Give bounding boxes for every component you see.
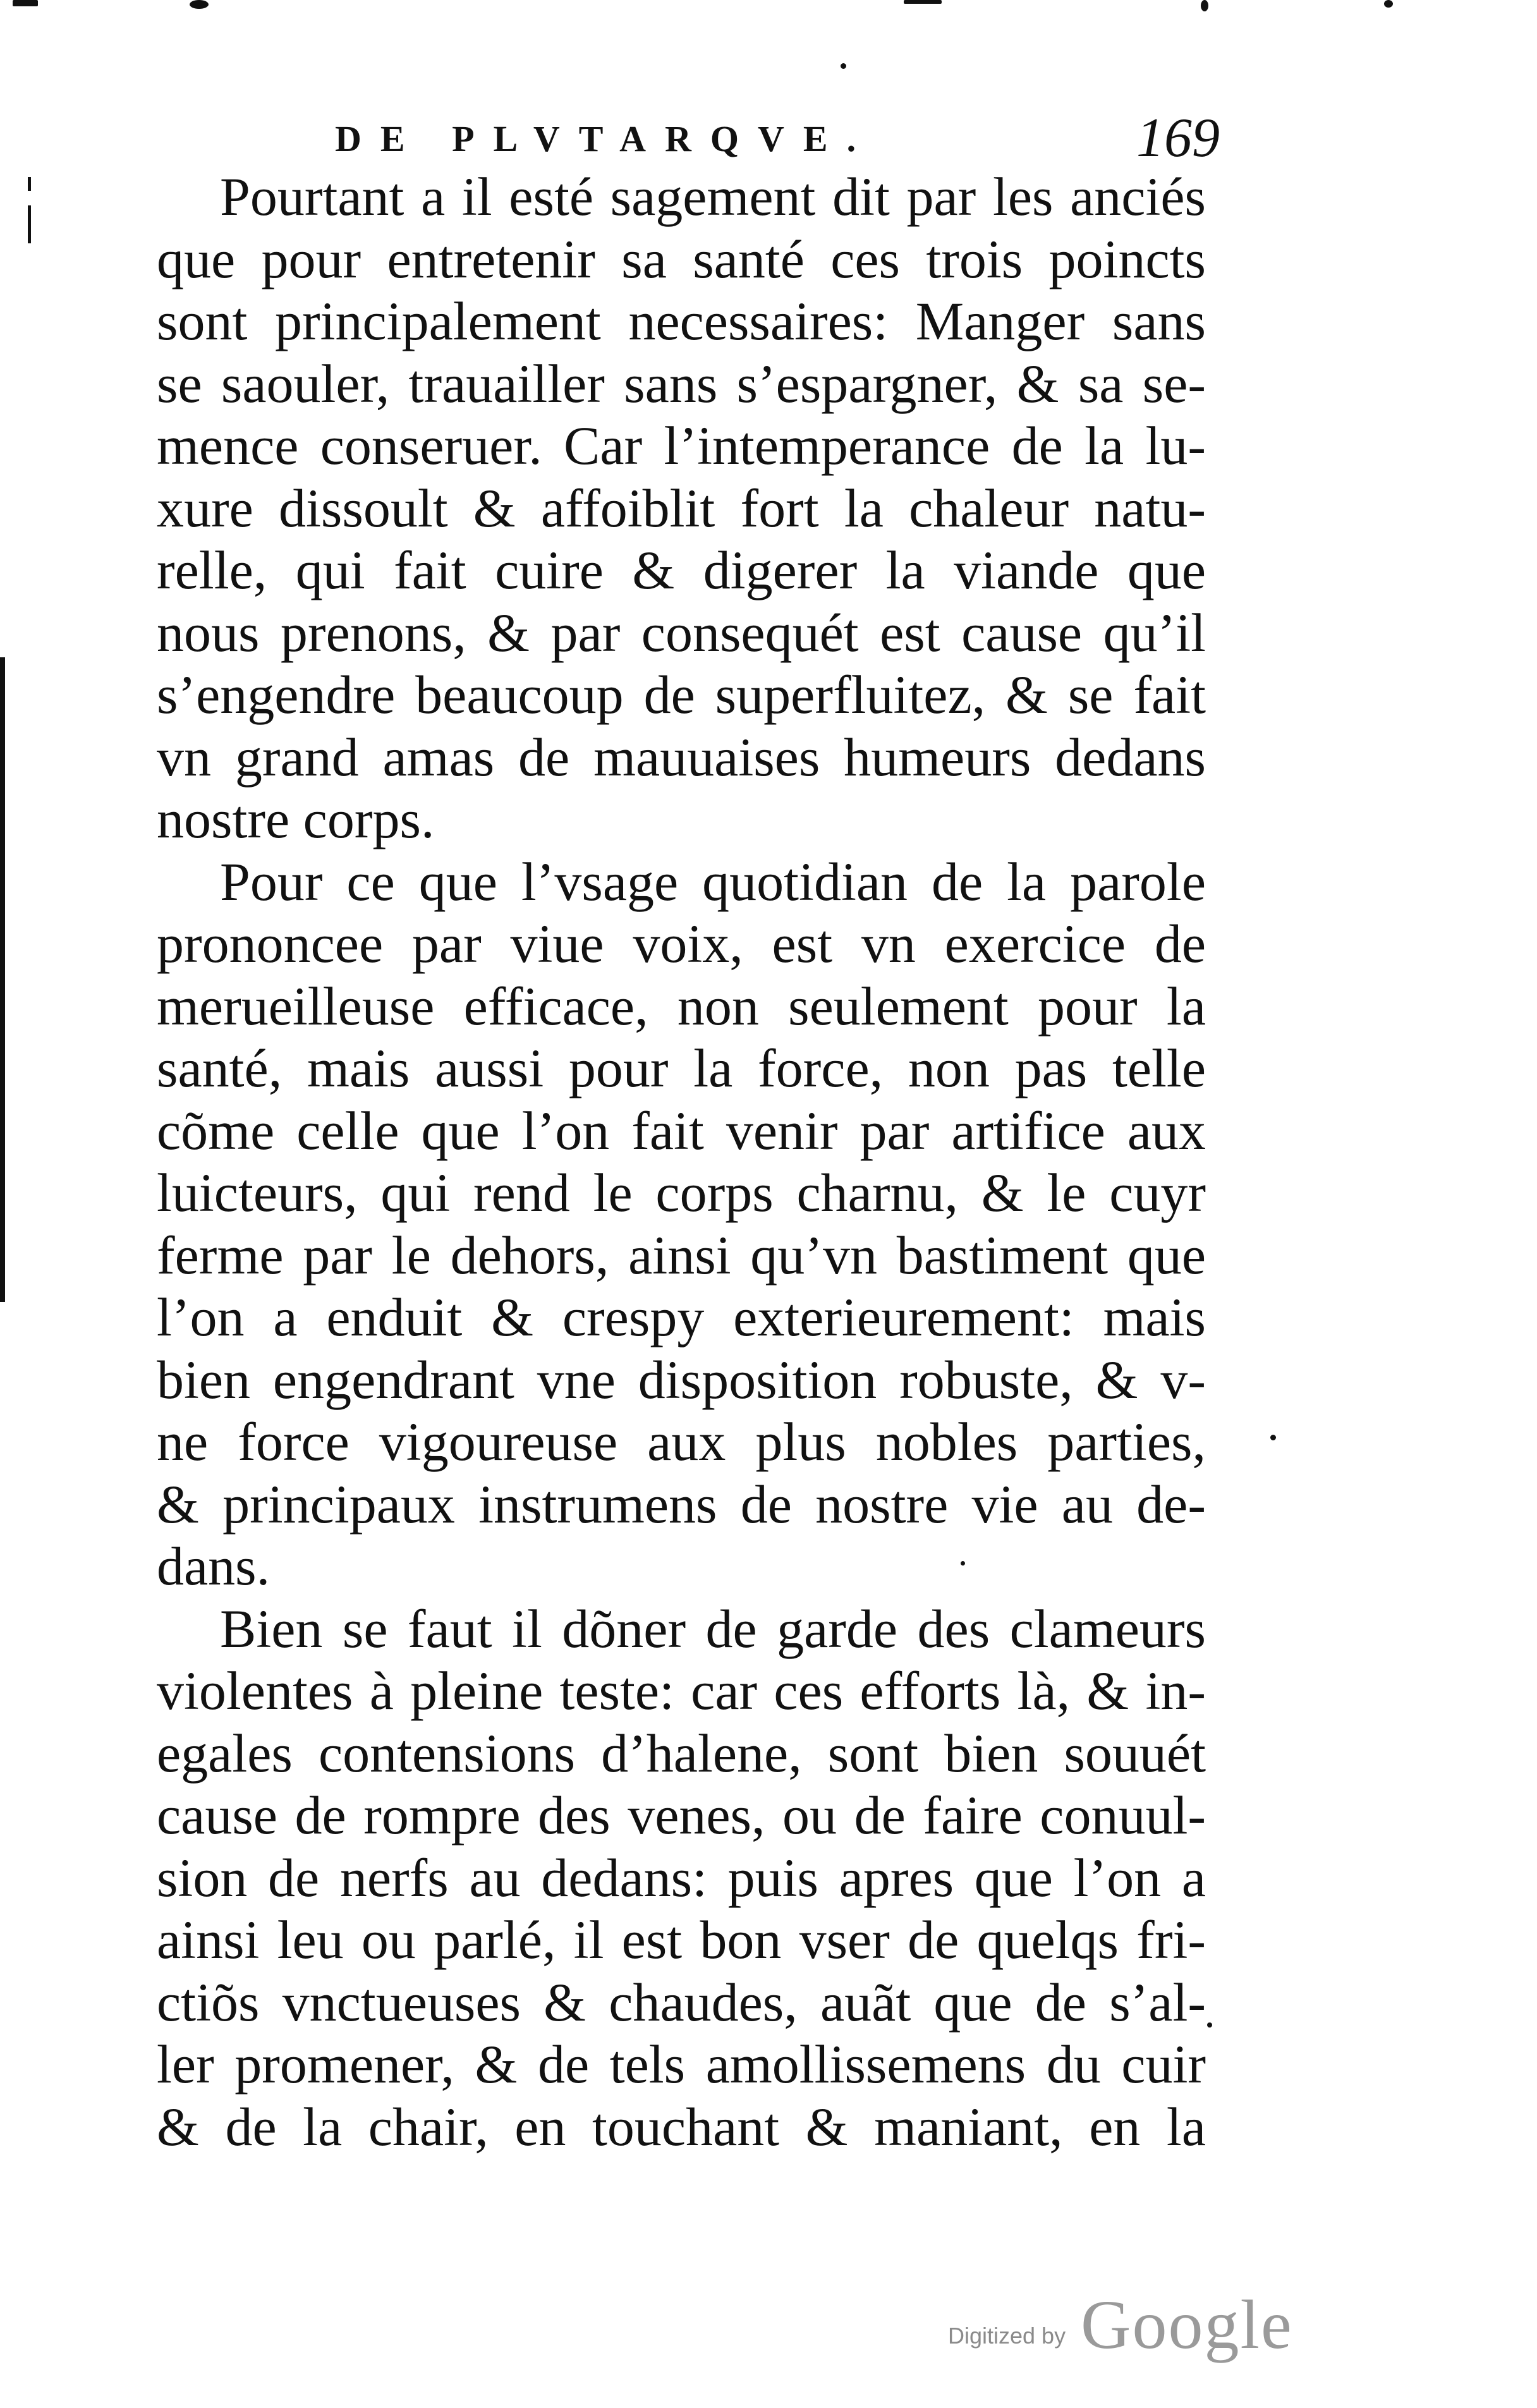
text-line: que pour entretenir sa santé ces trois poincts: [157, 228, 1206, 289]
text-line: nous prenons, & par consequét est cause qu’il: [157, 602, 1206, 663]
page-number: 169: [1136, 107, 1220, 169]
text-line: santé, mais aussi pour la force, non pas telle: [157, 1038, 1206, 1098]
text-line: prononcee par viue voix, est vn exercice de: [157, 913, 1206, 974]
text-line: relle, qui fait cuire & digerer la viande que: [157, 540, 1206, 600]
margin-mark: [28, 205, 31, 243]
paragraph-2: [157, 851, 1206, 1598]
text-line: dans.: [157, 1536, 270, 1596]
text-line: ne force vigoureuse aux plus nobles parties,: [157, 1411, 1206, 1472]
text-line: ctiõs vnctueuses & chaudes, auãt que de s’al-: [157, 1971, 1206, 2033]
text-line: nostre corps.: [157, 789, 435, 849]
scan-artifacts-top: [0, 0, 1537, 19]
text-line: Bien se faut il dõner de garde des clameurs: [220, 1598, 1206, 1659]
text-line: sion de nerfs au dedans: puis apres que l’on a: [157, 1847, 1206, 1908]
text-line: vn grand amas de mauuaises humeurs dedans: [157, 726, 1206, 787]
body-text: [157, 166, 1206, 2158]
text-line: xure dissoult & affoiblit fort la chaleur natu-: [157, 477, 1206, 538]
watermark-prefix: Digitized by: [948, 2323, 1066, 2349]
text-line: & principaux instrumens de nostre vie au de-: [157, 1473, 1206, 1535]
text-line: violentes à pleine teste: car ces efforts là, & in-: [157, 1660, 1206, 1721]
text-line: mence conseruer. Car l’intemperance de la lu-: [157, 415, 1206, 476]
scan-speck: [904, 0, 942, 4]
text-line: sont principalement necessaires: Manger sans: [157, 291, 1206, 351]
text-line: ler promener, & de tels amollissemens du cuir: [157, 2034, 1206, 2095]
scan-speck: [1207, 2022, 1212, 2028]
text-line: cõme celle que l’on fait venir par artifice aux: [157, 1100, 1206, 1161]
text-line: l’on a enduit & crespy exterieurement: mais: [157, 1287, 1206, 1347]
scan-speck: [841, 63, 846, 69]
text-line: ainsi leu ou parlé, il est bon vser de quelqs fri-: [157, 1909, 1206, 1970]
text-line: & de la chair, en touchant & maniant, en la: [157, 2096, 1206, 2157]
scan-speck: [1384, 0, 1393, 8]
page-edge-shadow: [0, 657, 5, 1302]
margin-mark: [28, 177, 31, 191]
text-line: Pour ce que l’vsage quotidian de la parole: [220, 851, 1206, 912]
scan-speck: [1270, 1435, 1276, 1440]
text-line: luicteurs, qui rend le corps charnu, & le cuyr: [157, 1162, 1206, 1223]
text-line: merueilleuse efficace, non seulement pour la: [157, 975, 1206, 1037]
text-line: ferme par le dehors, ainsi qu’vn bastiment que: [157, 1224, 1206, 1286]
google-logo: Google: [1081, 2286, 1293, 2363]
scan-speck: [13, 0, 38, 6]
text-line: egales contensions d’halene, sont bien souuét: [157, 1722, 1206, 1784]
digitized-by-google-watermark: [948, 2285, 1293, 2363]
scan-speck: [1201, 0, 1208, 11]
running-head: DE PLVTARQVE.: [335, 118, 875, 159]
scan-speck: [190, 0, 209, 9]
text-line: se saouler, trauailler sans s’espargner, & sa se-: [157, 353, 1206, 414]
text-line: Pourtant a il esté sagement dit par les anciés: [220, 166, 1206, 227]
text-line: cause de rompre des venes, ou de faire conuul-: [157, 1785, 1206, 1846]
text-line: s’engendre beaucoup de superfluitez, & se fait: [157, 664, 1206, 725]
text-line: bien engendrant vne disposition robuste, & v-: [157, 1349, 1206, 1410]
paragraph-1: [157, 166, 1206, 851]
paragraph-3: [157, 1598, 1206, 2158]
